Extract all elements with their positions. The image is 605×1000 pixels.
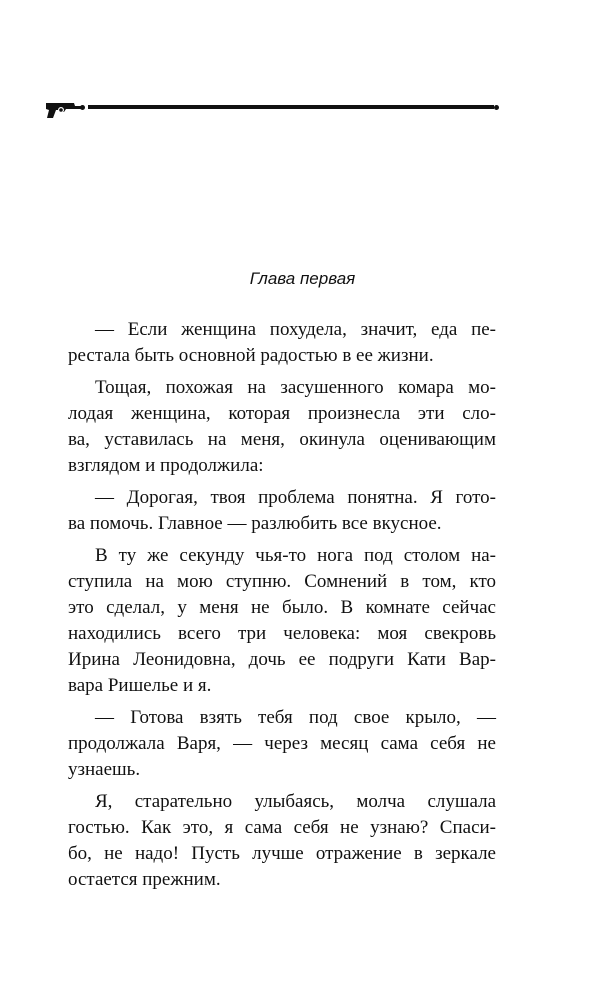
text-line: вара Ришелье и я. — [68, 675, 212, 696]
chapter-title: Глава первая — [249, 269, 356, 288]
paragraph — [68, 317, 496, 369]
body-text — [68, 317, 496, 893]
text-line: остается прежним. — [68, 869, 221, 890]
header-rule-line — [88, 105, 494, 109]
text-line: рестала быть основной радостью в ее жизни. — [68, 345, 434, 366]
paragraph — [68, 705, 496, 783]
text-line: В ту же секунду чья-то нога под столом на- — [95, 545, 496, 566]
text-line: ва, уставилась на меня, окинула оценивающим — [68, 429, 496, 450]
text-line: Я, старательно улыбаясь, молча слушала — [95, 791, 496, 812]
text-line: гостью. Как это, я сама себя не узнаю? Спаси- — [68, 817, 496, 838]
paragraph — [68, 485, 496, 537]
text-line: — Если женщина похудела, значит, еда пе- — [95, 319, 496, 340]
text-line: находились всего три человека: моя свекровь — [68, 623, 496, 644]
text-line: Ирина Леонидовна, дочь ее подруги Кати Вар- — [68, 649, 496, 670]
text-line: Тощая, похожая на засушенного комара мо- — [95, 377, 496, 398]
text-line: ва помочь. Главное — разлюбить все вкусное. — [68, 513, 442, 534]
text-line: продолжала Варя, — через месяц сама себя не — [68, 733, 496, 754]
text-line: взглядом и продолжила: — [68, 455, 264, 476]
text-line: лодая женщина, которая произнесла эти сло- — [68, 403, 496, 424]
text-line: бо, не надо! Пусть лучше отражение в зеркале — [68, 843, 496, 864]
paragraph — [68, 375, 496, 479]
header-ornament — [44, 98, 499, 120]
text-line: — Готова взять тебя под свое крыло, — — [95, 707, 496, 728]
rule-dot-right — [494, 105, 499, 110]
paragraph — [68, 789, 496, 893]
paragraph — [68, 543, 496, 699]
text-line: — Дорогая, твоя проблема понятна. Я гото- — [95, 487, 496, 508]
revolver-icon — [44, 98, 84, 120]
text-line: узнаешь. — [68, 759, 141, 780]
text-line: ступила на мою ступню. Сомнений в том, кто — [68, 571, 496, 592]
rule-dot-left — [80, 105, 85, 110]
text-line: это сделал, у меня не было. В комнате сейчас — [68, 597, 496, 618]
